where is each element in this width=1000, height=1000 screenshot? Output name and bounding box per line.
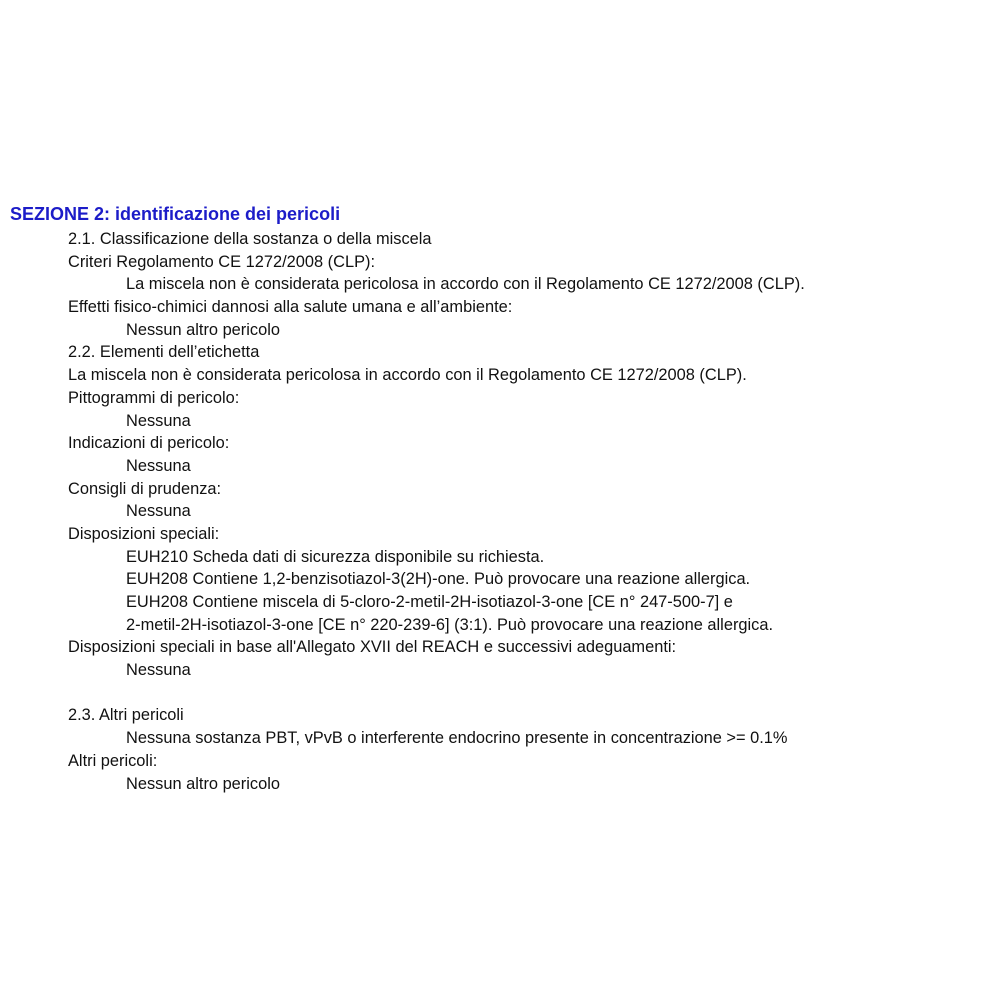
criteria-value: La miscela non è considerata pericolosa in accordo con il Regolamento CE 1272/2008 (CLP). [126,275,805,294]
hazard-statements-label: Indicazioni di pericolo: [68,434,230,453]
precautionary-label: Consigli di prudenza: [68,479,222,498]
label-statement: La miscela non è considerata pericolosa in accordo con il Regolamento CE 1272/2008 (CLP). [68,366,747,385]
other-hazards-value: Nessun altro pericolo [126,774,280,793]
pbt-statement: Nessuna sostanza PBT, vPvB o interferente endocrino presente in concentrazione >= 0.1% [126,729,788,748]
section-title: SEZIONE 2: identificazione dei pericoli [10,204,341,224]
spacer [68,682,988,705]
criteria-label: Criteri Regolamento CE 1272/2008 (CLP): [68,252,376,271]
special-provision-item: EUH208 Contiene 1,2-benzisotiazol-3(2H)-one. Può provocare una reazione allergica. [126,570,751,589]
special-provision-item: EUH208 Contiene miscela di 5-cloro-2-metil-2H-isotiazol-3-one [CE n° 247-500-7] e [126,593,733,611]
subsection-2-3-heading: 2.3. Altri pericoli [68,706,184,725]
section-body [68,228,988,795]
precautionary-value: Nessuna [126,502,191,521]
special-provisions-label: Disposizioni speciali: [68,524,220,543]
effects-label: Effetti fisico-chimici dannosi alla salute umana e all’ambiente: [68,298,513,317]
pictograms-label: Pittogrammi di pericolo: [68,388,240,407]
pictograms-value: Nessuna [126,411,191,430]
reach-provisions-value: Nessuna [126,661,191,680]
other-hazards-label: Altri pericoli: [68,751,158,770]
subsection-2-1-heading: 2.1. Classificazione della sostanza o della miscela [68,230,432,248]
reach-provisions-label: Disposizioni speciali in base all'Allegato XVII del REACH e successivi adeguamenti: [68,638,677,657]
hazard-statements-value: Nessuna [126,456,191,475]
special-provision-item: EUH210 Scheda dati di sicurezza disponibile su richiesta. [126,547,545,566]
special-provision-item: 2-metil-2H-isotiazol-3-one [CE n° 220-239-6] (3:1). Può provocare una reazione allergica. [126,615,774,634]
subsection-2-2-heading: 2.2. Elementi dell’etichetta [68,343,260,362]
effects-value: Nessun altro pericolo [126,320,280,339]
